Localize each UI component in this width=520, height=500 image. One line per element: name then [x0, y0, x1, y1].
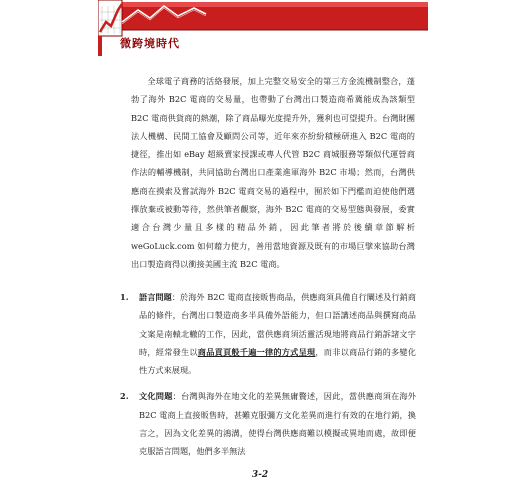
list-item-highlight: 商品貢頁般千遍一律的方式呈現 — [197, 346, 316, 357]
list-item — [120, 288, 416, 379]
list-item-number: 2. — [120, 391, 129, 402]
list-item-title: 語言問題 — [139, 292, 172, 302]
list-item-number: 1. — [120, 292, 129, 302]
page-number: 3-2 — [251, 470, 269, 480]
list-item-text: ：於海外 B2C 電商直接販售商品，供應商須具備自行闡述及行銷商品的條件，台灣出口製造商多半具備外語能力，但口語講述商品與撰寫商品文案是南轅北轍的工作，因此，當供應商須活靈活現地將商品行銷訴諸文字時，經常發生以 — [139, 292, 416, 357]
list-item — [120, 387, 416, 460]
chapter-title: 微跨境時代 — [120, 37, 180, 50]
chapter-header — [98, 0, 428, 56]
intro-paragraph: 全球電子商務的活絡發展，加上完整交易安全的第三方金流機制整合，蓬勃了海外 B2C 電商的交易量，也帶動了台灣出口製造商希冀能成為該類型 B2C 電商供貨商的熱潮，除了商品曝光度提升外，獲利也可望提升。台灣財團法人機構、民間工協會及顧問公司等，近年來亦紛紛積極研進入 B2C 電商的捷徑，推出如 eBay 超級賣家授課或專人代管 B2C 商城服務等類似代運營商作法的輔導機制，共同協助台灣出口產業進軍海外 B2C 市場；然而，台灣供應商在摸索及嘗試海外 B2C 電商交易的過程中，囿於如下門檻而迫使他們選擇放棄或被動等待，然供筆者觀察，海外 B2C 電商的交易型態與發展，委實適合台灣少量且多樣的精品外銷，因此筆者將於後續章節解析 weGoLuck.com 如何藉力使力，善用當地資源及既有的市場巨擘來協助台灣出口製造商得以衝接美國主流 B2C 電商。 — [131, 76, 415, 269]
list-item-text-end: ，而非以商品行銷的多變化性方式來展現。 — [139, 346, 416, 376]
list-item-text: ：台灣與海外在地文化的差異無庸贅述，因此，當供應商須在海外 B2C 電商上直接販售時，甚難克服彌方文化差異而進行有效的在地行銷，換言之，因為文化差異的鴻溝，使得台灣供應商難以模擬或異地而處，故即便克服語言問題，他們多半無法 — [139, 391, 416, 457]
issue-list — [120, 288, 416, 461]
list-item-title: 文化問題 — [139, 391, 173, 402]
